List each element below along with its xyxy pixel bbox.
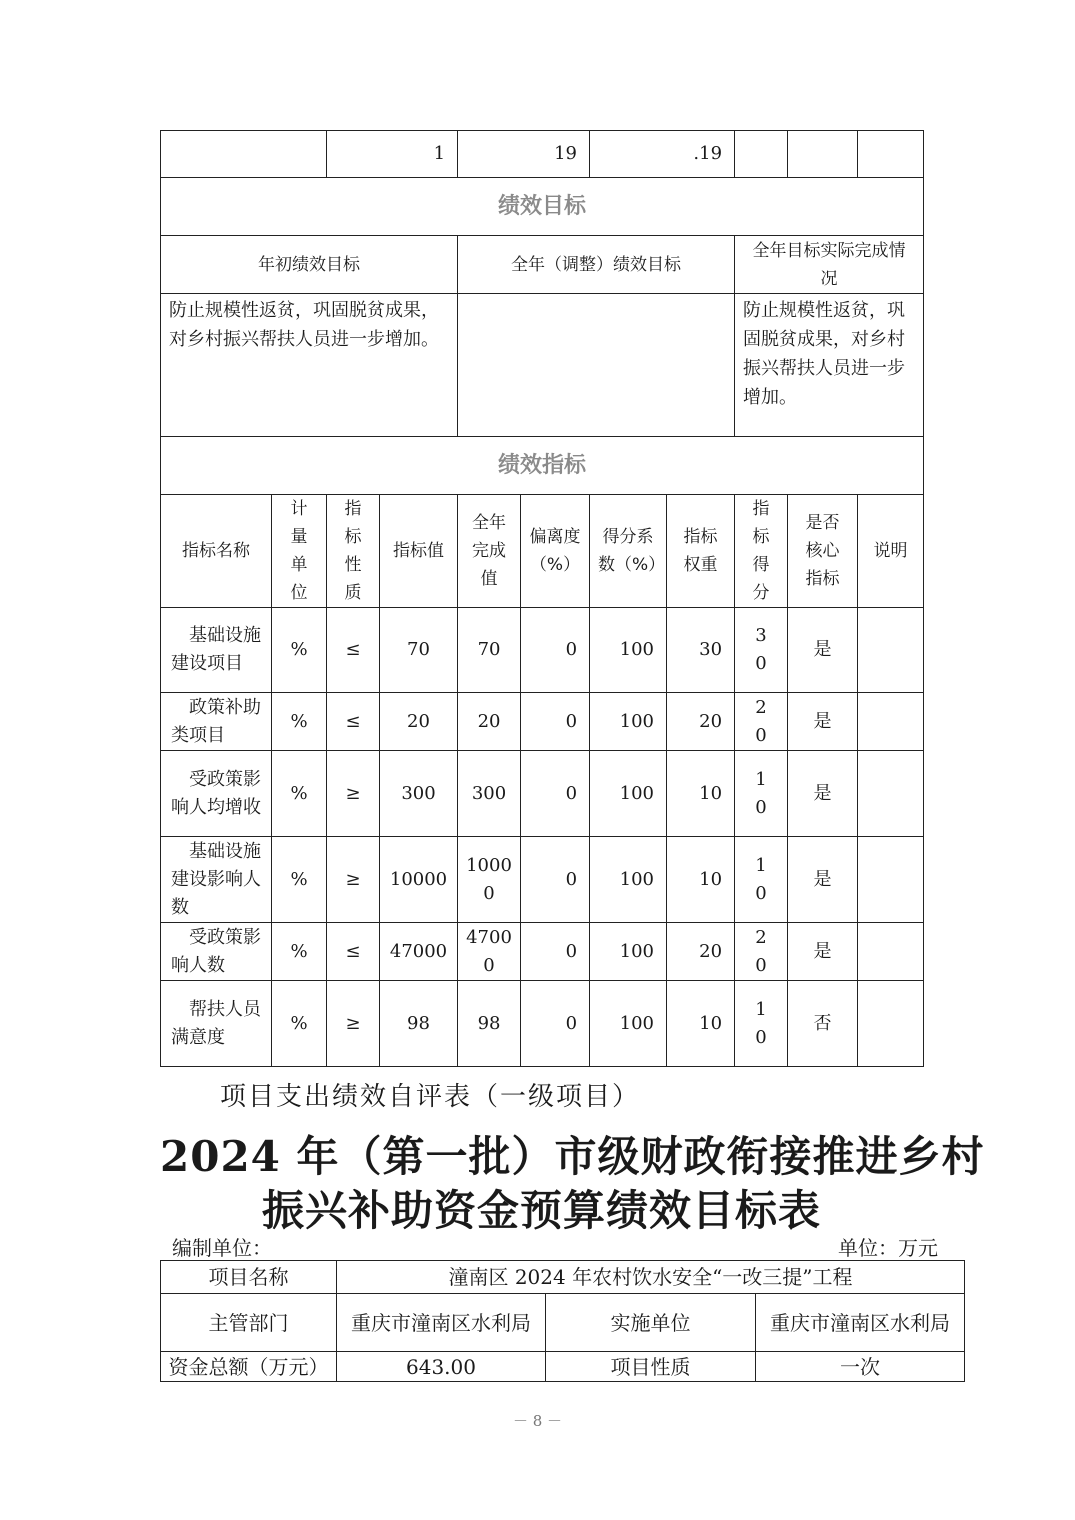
budget-cell: [858, 131, 924, 178]
goal-header-actual: 全年目标实际完成情况: [735, 236, 924, 294]
index-unit: %: [272, 608, 327, 693]
budget-cell: [735, 131, 788, 178]
index-coefficient: 100: [590, 693, 667, 751]
dept-label: 主管部门: [161, 1294, 337, 1352]
index-core: 是: [788, 923, 858, 981]
index-deviation: 0: [521, 608, 590, 693]
index-note: [858, 981, 924, 1067]
index-actual: 300: [458, 751, 521, 837]
nature-value: 一次: [756, 1352, 965, 1382]
index-score: 10: [735, 981, 788, 1067]
perf-goal-section-title: 绩效目标: [161, 178, 924, 236]
index-coefficient: 100: [590, 751, 667, 837]
index-row: [161, 981, 924, 1067]
index-name: 帮扶人员满意度: [161, 981, 272, 1067]
index-name: 基础设施建设影响人数: [161, 837, 272, 923]
perf-index-section-title: 绩效指标: [161, 437, 924, 495]
index-weight: 10: [667, 981, 735, 1067]
index-row: [161, 923, 924, 981]
index-row: [161, 837, 924, 923]
index-note: [858, 751, 924, 837]
header-core: 是否核心指标: [788, 495, 858, 608]
budget-cell: [788, 131, 858, 178]
goal-header-adjusted: 全年（调整）绩效目标: [458, 236, 735, 294]
header-target: 指标值: [380, 495, 458, 608]
index-score: 10: [735, 751, 788, 837]
index-target: 98: [380, 981, 458, 1067]
goal-initial-text: 防止规模性返贫，巩固脱贫成果，对乡村振兴帮扶人员进一步增加。: [161, 294, 458, 437]
index-note: [858, 608, 924, 693]
index-deviation: 0: [521, 693, 590, 751]
header-note: 说明: [858, 495, 924, 608]
index-target: 20: [380, 693, 458, 751]
header-nature: 指标性质: [327, 495, 380, 608]
budget-cell: [161, 131, 327, 178]
page-number: － 8 －: [512, 1412, 563, 1430]
project-name-value: 潼南区 2024 年农村饮水安全“一改三提”工程: [337, 1261, 965, 1294]
index-unit: %: [272, 981, 327, 1067]
main-title-line-1: 2024 年（第一批）市级财政衔接推进乡村: [160, 1132, 985, 1181]
index-deviation: 0: [521, 923, 590, 981]
project-info-table: [160, 1260, 965, 1382]
index-core: 否: [788, 981, 858, 1067]
index-score: 10: [735, 837, 788, 923]
header-index-name: 指标名称: [161, 495, 272, 608]
index-name: 基础设施建设项目: [161, 608, 272, 693]
index-unit: %: [272, 693, 327, 751]
index-name: 受政策影响人数: [161, 923, 272, 981]
index-target: 300: [380, 751, 458, 837]
index-weight: 10: [667, 751, 735, 837]
project-name-label: 项目名称: [161, 1261, 337, 1294]
index-weight: 20: [667, 693, 735, 751]
budget-cell: 1: [327, 131, 458, 178]
index-target: 10000: [380, 837, 458, 923]
impl-value: 重庆市潼南区水利局: [756, 1294, 965, 1352]
form-subtitle: 项目支出绩效自评表（一级项目）: [220, 1082, 641, 1112]
index-name: 政策补助类项目: [161, 693, 272, 751]
index-deviation: 0: [521, 837, 590, 923]
index-core: 是: [788, 751, 858, 837]
goal-actual-text: 防止规模性返贫，巩固脱贫成果，对乡村振兴帮扶人员进一步增加。: [735, 294, 924, 437]
index-note: [858, 837, 924, 923]
index-target: 47000: [380, 923, 458, 981]
index-nature: ≥: [327, 837, 380, 923]
index-unit: %: [272, 751, 327, 837]
fund-value: 643.00: [337, 1352, 546, 1382]
unit-label: 单位：万元: [838, 1236, 938, 1260]
index-row: [161, 608, 924, 693]
index-header-row: [161, 495, 924, 608]
index-nature: ≤: [327, 923, 380, 981]
index-coefficient: 100: [590, 981, 667, 1067]
performance-table: [160, 130, 924, 1067]
index-nature: ≥: [327, 981, 380, 1067]
index-nature: ≥: [327, 751, 380, 837]
header-score: 指标得分: [735, 495, 788, 608]
index-weight: 10: [667, 837, 735, 923]
index-weight: 30: [667, 608, 735, 693]
budget-cell: .19: [590, 131, 735, 178]
header-deviation: 偏离度（%）: [521, 495, 590, 608]
nature-label: 项目性质: [546, 1352, 756, 1382]
header-actual: 全年完成值: [458, 495, 521, 608]
index-weight: 20: [667, 923, 735, 981]
index-note: [858, 923, 924, 981]
index-score: 30: [735, 608, 788, 693]
index-row: [161, 693, 924, 751]
dept-value: 重庆市潼南区水利局: [337, 1294, 546, 1352]
index-core: 是: [788, 693, 858, 751]
index-actual: 20: [458, 693, 521, 751]
index-unit: %: [272, 837, 327, 923]
index-deviation: 0: [521, 751, 590, 837]
fund-label: 资金总额（万元）: [161, 1352, 337, 1382]
impl-label: 实施单位: [546, 1294, 756, 1352]
index-score: 20: [735, 923, 788, 981]
budget-row: [161, 131, 924, 178]
index-target: 70: [380, 608, 458, 693]
index-actual: 70: [458, 608, 521, 693]
index-nature: ≤: [327, 608, 380, 693]
index-deviation: 0: [521, 981, 590, 1067]
goal-adjusted-text: [458, 294, 735, 437]
index-nature: ≤: [327, 693, 380, 751]
header-weight: 指标权重: [667, 495, 735, 608]
index-row: [161, 751, 924, 837]
index-actual: 47000: [458, 923, 521, 981]
index-actual: 10000: [458, 837, 521, 923]
index-coefficient: 100: [590, 923, 667, 981]
index-core: 是: [788, 837, 858, 923]
index-note: [858, 693, 924, 751]
header-unit: 计量单位: [272, 495, 327, 608]
index-coefficient: 100: [590, 608, 667, 693]
index-score: 20: [735, 693, 788, 751]
budget-cell: 19: [458, 131, 590, 178]
index-unit: %: [272, 923, 327, 981]
goal-header-initial: 年初绩效目标: [161, 236, 458, 294]
header-coefficient: 得分系数（%）: [590, 495, 667, 608]
index-name: 受政策影响人均增收: [161, 751, 272, 837]
prep-unit-label: 编制单位：: [172, 1236, 272, 1260]
index-actual: 98: [458, 981, 521, 1067]
index-coefficient: 100: [590, 837, 667, 923]
main-title-line-2: 振兴补助资金预算绩效目标表: [261, 1186, 821, 1235]
index-core: 是: [788, 608, 858, 693]
